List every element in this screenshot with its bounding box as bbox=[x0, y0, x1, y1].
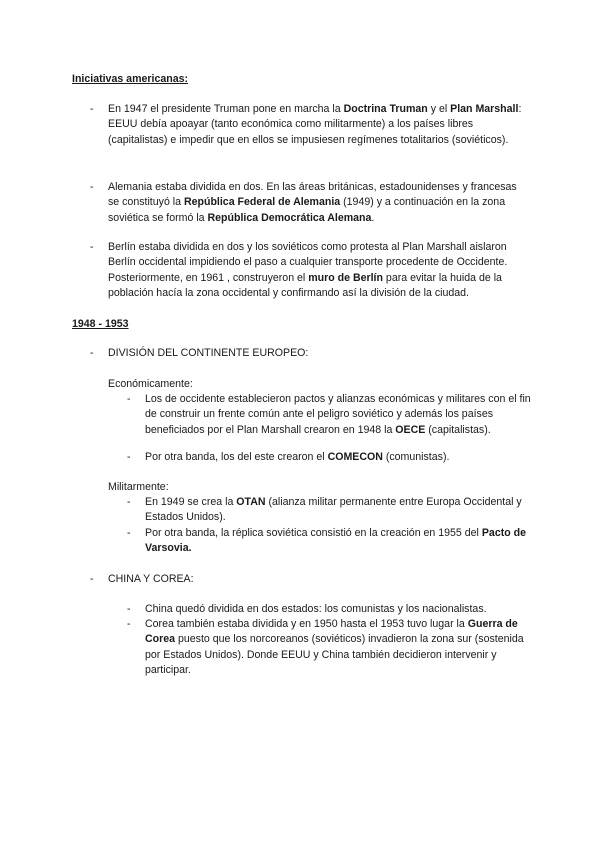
bullet-dash: - bbox=[90, 573, 94, 585]
bullet-text: Por otra banda, la réplica soviética consistió en la creación en 1955 del Pacto de Varsovia. bbox=[145, 527, 527, 555]
bullet-dash: - bbox=[90, 347, 94, 359]
bullet-text: Por otra banda, los del este crearon el COMECON (comunistas). bbox=[145, 451, 450, 463]
bullet-dash: - bbox=[90, 181, 94, 193]
bullet-dash: - bbox=[90, 241, 94, 253]
bullet-text: Berlín estaba dividida en dos y los soviéticos como protesta al Plan Marshall aislaron Berlín occidental impidiendo el paso a cualquier transporte procedente de Occidente. Posteriormente, en 1961 , construyeron el muro de Berlín para evitar la huida de la población hacía la zona occidental y confirmando así la división de la ciudad. bbox=[108, 241, 508, 299]
bullet-dash: - bbox=[127, 496, 131, 508]
bullet-dash: - bbox=[90, 103, 94, 115]
bullet-dash: - bbox=[127, 527, 131, 539]
bullet-text: En 1949 se crea la OTAN (alianza militar permanente entre Europa Occidental y Estados Unidos). bbox=[145, 496, 522, 524]
bullet-dash: - bbox=[127, 618, 131, 630]
label-militarmente: Militarmente: bbox=[108, 481, 169, 493]
heading-iniciativas: Iniciativas americanas: bbox=[72, 73, 189, 85]
bullet-text: Corea también estaba dividida y en 1950 hasta el 1953 tuvo lugar la Guerra de Corea puesto que los norcoreanos (soviéticos) invadieron la zona sur (sostenida por Estados Unidos). Donde EEUU y China también decidieron intervenir y participar. bbox=[145, 618, 524, 676]
bullet-dash: - bbox=[127, 451, 131, 463]
section-title-china-corea: CHINA Y COREA: bbox=[108, 573, 194, 585]
bullet-dash: - bbox=[127, 603, 131, 615]
bullet-text: China quedó dividida en dos estados: los comunistas y los nacionalistas. bbox=[145, 603, 487, 615]
label-economicamente: Económicamente: bbox=[108, 378, 193, 390]
bullet-text: Alemania estaba dividida en dos. En las áreas británicas, estadounidenses y francesas se constituyó la República Federal de Alemania (1949) y a continuación en la zona soviética se formó la República Democrática Alemana. bbox=[108, 181, 517, 224]
bullet-text: Los de occidente establecieron pactos y alianzas económicas y militares con el fin de construir un frente común ante el peligro soviético y además los países beneficiados por el Plan Marshall crearon en 1948 la OECE (capitalistas). bbox=[145, 393, 531, 436]
bullet-text: En 1947 el presidente Truman pone en marcha la Doctrina Truman y el Plan Marshall: EEUU debía apoayar (tanto económica como militarmente) a los países libres (capitalistas) e impedir que en ellos se impusiesen regímenes totalitarios (soviéticos). bbox=[108, 103, 522, 146]
section-title-division: DIVISIÓN DEL CONTINENTE EUROPEO: bbox=[108, 347, 309, 359]
heading-1948-1953: 1948 - 1953 bbox=[72, 318, 129, 330]
bullet-dash: - bbox=[127, 393, 131, 405]
